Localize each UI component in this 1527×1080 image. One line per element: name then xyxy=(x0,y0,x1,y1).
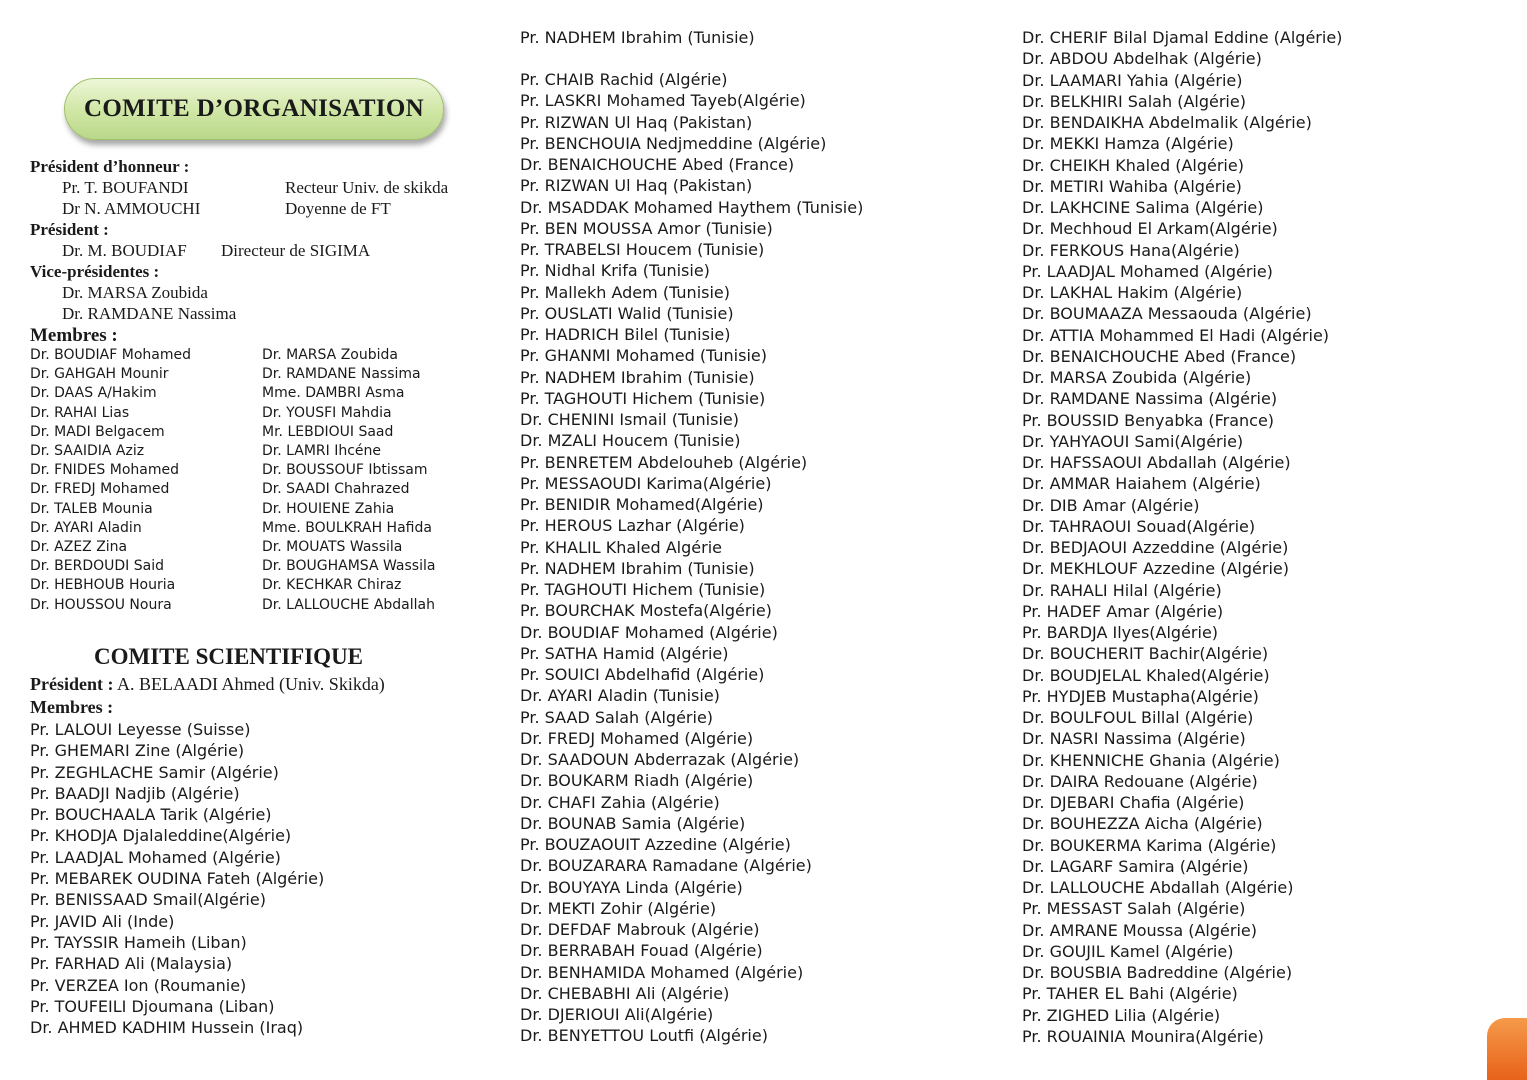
honorary-name: Pr. T. BOUFANDI xyxy=(62,178,189,197)
list-item: Dr. MEKHLOUF Azzedine (Algérie) xyxy=(1022,559,1289,579)
list-item: Dr. TAHRAOUI Souad(Algérie) xyxy=(1022,516,1256,536)
list-item: Pr. FARHAD Ali (Malaysia) xyxy=(30,954,233,974)
list-item: Pr. RIZWAN Ul Haq (Pakistan) xyxy=(520,112,753,132)
list-item: Mr. LEBDIOUI Saad xyxy=(262,423,394,440)
list-item: Dr. RAHAI Lias xyxy=(30,404,130,421)
scientifique-president-label: Président : xyxy=(30,674,114,694)
list-item: Dr. METIRI Wahiba (Algérie) xyxy=(1022,176,1242,196)
list-item: Dr. NASRI Nassima (Algérie) xyxy=(1022,729,1246,749)
list-item: Pr. CHAIB Rachid (Algérie) xyxy=(520,70,728,89)
organisation-title-banner xyxy=(64,78,444,140)
list-item: Pr. LALOUI Leyesse (Suisse) xyxy=(30,720,251,739)
list-item: Pr. MESSAST Salah (Algérie) xyxy=(1022,899,1246,919)
list-item: Dr. DEFDAF Mabrouk (Algérie) xyxy=(520,920,760,939)
list-item: Dr. BOUGHAMSA Wassila xyxy=(262,558,436,575)
list-item: Dr. DJEBARI Chafia (Algérie) xyxy=(1022,793,1245,812)
honorary-name: Dr N. AMMOUCHI xyxy=(62,199,201,218)
scientifique-members-label: Membres : xyxy=(30,697,114,717)
list-item: Dr. GAHGAH Mounir xyxy=(30,366,169,383)
list-item: Dr. FREDJ Mohamed xyxy=(30,481,170,498)
list-item: Dr. DAIRA Redouane (Algérie) xyxy=(1022,771,1258,791)
list-item: Pr. BEN MOUSSA Amor (Tunisie) xyxy=(520,218,773,238)
members-label: Membres : xyxy=(30,325,118,346)
list-item: Pr. GHANMI Mohamed (Tunisie) xyxy=(520,346,767,366)
list-item: Dr. BERDOUDI Said xyxy=(30,558,164,575)
list-item: Dr. DIB Amar (Algérie) xyxy=(1022,495,1200,515)
list-item: Dr. RAMDANE Nassima xyxy=(262,366,421,383)
list-item: Pr. TAYSSIR Hameih (Liban) xyxy=(30,932,247,952)
organisation-title: COMITE D’ORGANISATION xyxy=(84,95,424,122)
president-role: Directeur de SIGIMA xyxy=(221,241,371,260)
list-item: Dr. HOUSSOU Noura xyxy=(30,596,172,613)
vice-name: Dr. RAMDANE Nassima xyxy=(62,304,237,323)
list-item: Pr. ZEGHLACHE Samir (Algérie) xyxy=(30,762,279,782)
list-item: Pr. TAGHOUTI Hichem (Tunisie) xyxy=(520,580,766,599)
list-item: Dr. MEKTI Zohir (Algérie) xyxy=(520,898,717,918)
list-item: Dr. LALLOUCHE Abdallah (Algérie) xyxy=(1022,878,1294,897)
list-item: Dr. LALLOUCHE Abdallah xyxy=(262,596,435,613)
honorary-role: Recteur Univ. de skikda xyxy=(285,178,449,197)
list-item: Dr. KECHKAR Chiraz xyxy=(262,577,402,594)
list-item: Pr. TAHER EL Bahi (Algérie) xyxy=(1022,984,1238,1004)
list-item: Dr. LAAMARI Yahia (Algérie) xyxy=(1022,70,1243,90)
list-item: Dr. CHENINI Ismail (Tunisie) xyxy=(520,410,739,429)
list-item: Dr. MADI Belgacem xyxy=(30,423,165,440)
list-item: Pr. BENIDIR Mohamed(Algérie) xyxy=(520,495,764,514)
list-item: Dr. BOUZARARA Ramadane (Algérie) xyxy=(520,856,812,876)
list-item: Pr. RIZWAN Ul Haq (Pakistan) xyxy=(520,176,753,196)
list-item: Pr. TAGHOUTI Hichem (Tunisie) xyxy=(520,388,766,408)
list-item: Dr. LAKHCINE Salima (Algérie) xyxy=(1022,198,1264,217)
list-item: Dr. RAMDANE Nassima (Algérie) xyxy=(1022,389,1278,409)
list-item: Pr. BOUCHAALA Tarik (Algérie) xyxy=(30,805,272,825)
list-item: Dr. TALEB Mounia xyxy=(30,500,153,517)
list-item: Pr. HADRICH Bilel (Tunisie) xyxy=(520,325,731,344)
list-item: Dr. BELKHIRI Salah (Algérie) xyxy=(1022,91,1246,111)
honorary-label: Président d’honneur : xyxy=(30,157,190,176)
scientifique-president xyxy=(30,674,385,695)
list-item: Pr. BENCHOUIA Nedjmeddine (Algérie) xyxy=(520,133,827,153)
list-item: Dr. FERKOUS Hana(Algérie) xyxy=(1022,240,1240,260)
list-item: Pr. BAADJI Nadjib (Algérie) xyxy=(30,783,240,803)
list-item: Dr. DJERIOUI Ali(Algérie) xyxy=(520,1005,714,1024)
list-item: Pr. KHALIL Khaled Algérie xyxy=(520,537,722,557)
list-item: Pr. NADHEM Ibrahim (Tunisie) xyxy=(520,558,755,578)
list-item: Pr. BOUZAOUIT Azzedine (Algérie) xyxy=(520,835,791,854)
list-item: Dr. BOUNAB Samia (Algérie) xyxy=(520,813,746,833)
list-item: Dr. ATTIA Mohammed El Hadi (Algérie) xyxy=(1022,325,1330,345)
list-item: Dr. CHERIF Bilal Djamal Eddine (Algérie) xyxy=(1022,28,1343,47)
list-item: Pr. ZIGHED Lilia (Algérie) xyxy=(1022,1005,1221,1025)
corner-decoration xyxy=(1487,1018,1527,1080)
list-item: Pr. MESSAOUDI Karima(Algérie) xyxy=(520,473,772,493)
list-item: Pr. NADHEM Ibrahim (Tunisie) xyxy=(520,28,755,47)
list-item: Dr. BENDAIKHA Abdelmalik (Algérie) xyxy=(1022,113,1312,132)
column3-list xyxy=(1022,27,1342,1047)
list-item: Dr. BENAICHOUCHE Abed (France) xyxy=(520,155,795,174)
list-item: Dr. FREDJ Mohamed (Algérie) xyxy=(520,728,754,748)
list-item: Pr. OUSLATI Walid (Tunisie) xyxy=(520,303,734,323)
list-item: Pr. VERZEA Ion (Roumanie) xyxy=(30,975,247,995)
list-item: Dr. SAADOUN Abderrazak (Algérie) xyxy=(520,750,800,769)
list-item: Dr. BOUDIAF Mohamed xyxy=(30,347,191,363)
list-item: Dr. MARSA Zoubida xyxy=(262,347,398,363)
members-right-list xyxy=(262,346,435,615)
list-item: Pr. SAAD Salah (Algérie) xyxy=(520,707,714,727)
list-item: Dr. AMRANE Moussa (Algérie) xyxy=(1022,920,1257,940)
list-item: Dr. YOUSFI Mahdia xyxy=(262,404,392,421)
list-item: Pr. TRABELSI Houcem (Tunisie) xyxy=(520,240,765,259)
list-item: Pr. BENISSAAD Smail(Algérie) xyxy=(30,890,266,910)
list-item: Dr. BENHAMIDA Mohamed (Algérie) xyxy=(520,962,804,982)
list-item: Dr. LAGARF Samira (Algérie) xyxy=(1022,856,1249,876)
list-item: Pr. BOUSSID Benyabka (France) xyxy=(1022,410,1275,430)
list-item: Dr. BOUSSOUF Ibtissam xyxy=(262,462,428,479)
list-item: Dr. SAADI Chahrazed xyxy=(262,481,410,498)
column2-first xyxy=(520,27,755,48)
list-item: Dr. BOUYAYA Linda (Algérie) xyxy=(520,877,743,897)
list-item: Pr. HADEF Amar (Algérie) xyxy=(1022,601,1224,621)
list-item: Dr. BEDJAOUI Azzeddine (Algérie) xyxy=(1022,538,1289,557)
list-item: Mme. BOULKRAH Hafida xyxy=(262,519,432,536)
list-item: Dr. ABDOU Abdelhak (Algérie) xyxy=(1022,49,1262,69)
list-item: Pr. BARDJA Ilyes(Algérie) xyxy=(1022,623,1219,642)
list-item: Dr. BOUDIAF Mohamed (Algérie) xyxy=(520,622,778,642)
list-item: Dr. BOUHEZZA Aicha (Algérie) xyxy=(1022,814,1263,834)
list-item: Pr. LAADJAL Mohamed (Algérie) xyxy=(1022,261,1273,281)
list-item: Pr. HYDJEB Mustapha(Algérie) xyxy=(1022,686,1259,706)
list-item: Dr. MSADDAK Mohamed Haythem (Tunisie) xyxy=(520,197,864,217)
scientifique-president-value: A. BELAADI Ahmed (Univ. Skikda) xyxy=(117,674,385,694)
president-label: Président : xyxy=(30,220,109,239)
list-item: Dr. AZEZ Zina xyxy=(30,539,128,556)
list-item: Dr. DAAS A/Hakim xyxy=(30,385,157,402)
list-item: Dr. GOUJIL Kamel (Algérie) xyxy=(1022,941,1234,961)
list-item: Dr. YAHYAOUI Sami(Algérie) xyxy=(1022,431,1244,451)
list-item: Dr. BOUSBIA Badreddine (Algérie) xyxy=(1022,963,1293,982)
list-item: Pr. Nidhal Krifa (Tunisie) xyxy=(520,261,710,281)
list-item: Dr. BOUMAAZA Messaouda (Algérie) xyxy=(1022,304,1312,324)
list-item: Dr. CHAFI Zahia (Algérie) xyxy=(520,792,720,812)
list-item: Dr. FNIDES Mohamed xyxy=(30,462,180,479)
list-item: Dr. BOUDJELAL Khaled(Algérie) xyxy=(1022,665,1270,685)
list-item: Dr. MZALI Houcem (Tunisie) xyxy=(520,431,741,451)
list-item: Dr. BOULFOUL Billal (Algérie) xyxy=(1022,708,1254,727)
list-item: Pr. Mallekh Adem (Tunisie) xyxy=(520,282,730,302)
list-item: Pr. JAVID Ali (Inde) xyxy=(30,911,175,931)
list-item: Dr. BOUKARM Riadh (Algérie) xyxy=(520,771,754,791)
list-item: Pr. NADHEM Ibrahim (Tunisie) xyxy=(520,367,755,387)
list-item: Pr. BOURCHAK Mostefa(Algérie) xyxy=(520,601,772,621)
list-item: Dr. AYARI Aladin (Tunisie) xyxy=(520,686,720,706)
list-item: Dr. LAMRI Ihcéne xyxy=(262,443,382,460)
list-item: Dr. MOUATS Wassila xyxy=(262,539,403,556)
members-left-list xyxy=(30,346,191,615)
list-item: Pr. BENRETEM Abdelouheb (Algérie) xyxy=(520,452,808,472)
list-item: Pr. KHODJA Djalaleddine(Algérie) xyxy=(30,826,292,846)
list-item: Pr. ROUAINIA Mounira(Algérie) xyxy=(1022,1026,1264,1046)
vice-name: Dr. MARSA Zoubida xyxy=(62,283,208,302)
honorary-role: Doyenne de FT xyxy=(285,199,391,218)
list-item: Dr. SAAIDIA Aziz xyxy=(30,443,145,460)
list-item: Dr. CHEIKH Khaled (Algérie) xyxy=(1022,155,1244,175)
list-item: Dr. BOUCHERIT Bachir(Algérie) xyxy=(1022,644,1269,664)
list-item: Dr. AYARI Aladin xyxy=(30,519,142,536)
list-item: Dr. HAFSSAOUI Abdallah (Algérie) xyxy=(1022,453,1291,472)
list-item: Dr. KHENNICHE Ghania (Algérie) xyxy=(1022,750,1280,770)
column2-list xyxy=(520,69,863,1047)
list-item: Pr. SATHA Hamid (Algérie) xyxy=(520,643,729,663)
president-name: Dr. M. BOUDIAF xyxy=(62,241,187,260)
list-item: Dr. HOUIENE Zahia xyxy=(262,500,395,517)
list-item: Dr. BENYETTOU Loutfi (Algérie) xyxy=(520,1026,768,1046)
list-item: Pr. LASKRI Mohamed Tayeb(Algérie) xyxy=(520,91,806,111)
list-item: Pr. TOUFEILI Djoumana (Liban) xyxy=(30,996,275,1016)
list-item: Dr. Mechhoud El Arkam(Algérie) xyxy=(1022,219,1278,239)
vice-label: Vice-présidentes : xyxy=(30,262,160,281)
list-item: Dr. AMMAR Haiahem (Algérie) xyxy=(1022,474,1261,494)
list-item: Dr. LAKHAL Hakim (Algérie) xyxy=(1022,283,1243,302)
list-item: Dr. BENAICHOUCHE Abed (France) xyxy=(1022,346,1297,366)
list-item: Pr. SOUICI Abdelhafid (Algérie) xyxy=(520,665,765,684)
list-item: Dr. MARSA Zoubida (Algérie) xyxy=(1022,368,1252,387)
list-item: Pr. HEROUS Lazhar (Algérie) xyxy=(520,516,745,536)
list-item: Pr. GHEMARI Zine (Algérie) xyxy=(30,741,245,761)
list-item: Dr. CHEBABHI Ali (Algérie) xyxy=(520,983,730,1003)
scientifique-members-list xyxy=(30,719,324,1038)
list-item: Dr. BOUKERMA Karima (Algérie) xyxy=(1022,835,1277,855)
list-item: Dr. MEKKI Hamza (Algérie) xyxy=(1022,134,1234,154)
list-item: Dr. RAHALI Hilal (Algérie) xyxy=(1022,580,1222,600)
list-item: Pr. LAADJAL Mohamed (Algérie) xyxy=(30,847,281,867)
list-item: Dr. HEBHOUB Houria xyxy=(30,577,176,594)
scientifique-title: COMITE SCIENTIFIQUE xyxy=(94,644,364,669)
list-item: Pr. MEBAREK OUDINA Fateh (Algérie) xyxy=(30,869,325,889)
list-item: Dr. BERRABAH Fouad (Algérie) xyxy=(520,941,763,961)
list-item: Dr. AHMED KADHIM Hussein (Iraq) xyxy=(30,1018,304,1038)
list-item: Mme. DAMBRI Asma xyxy=(262,385,405,402)
